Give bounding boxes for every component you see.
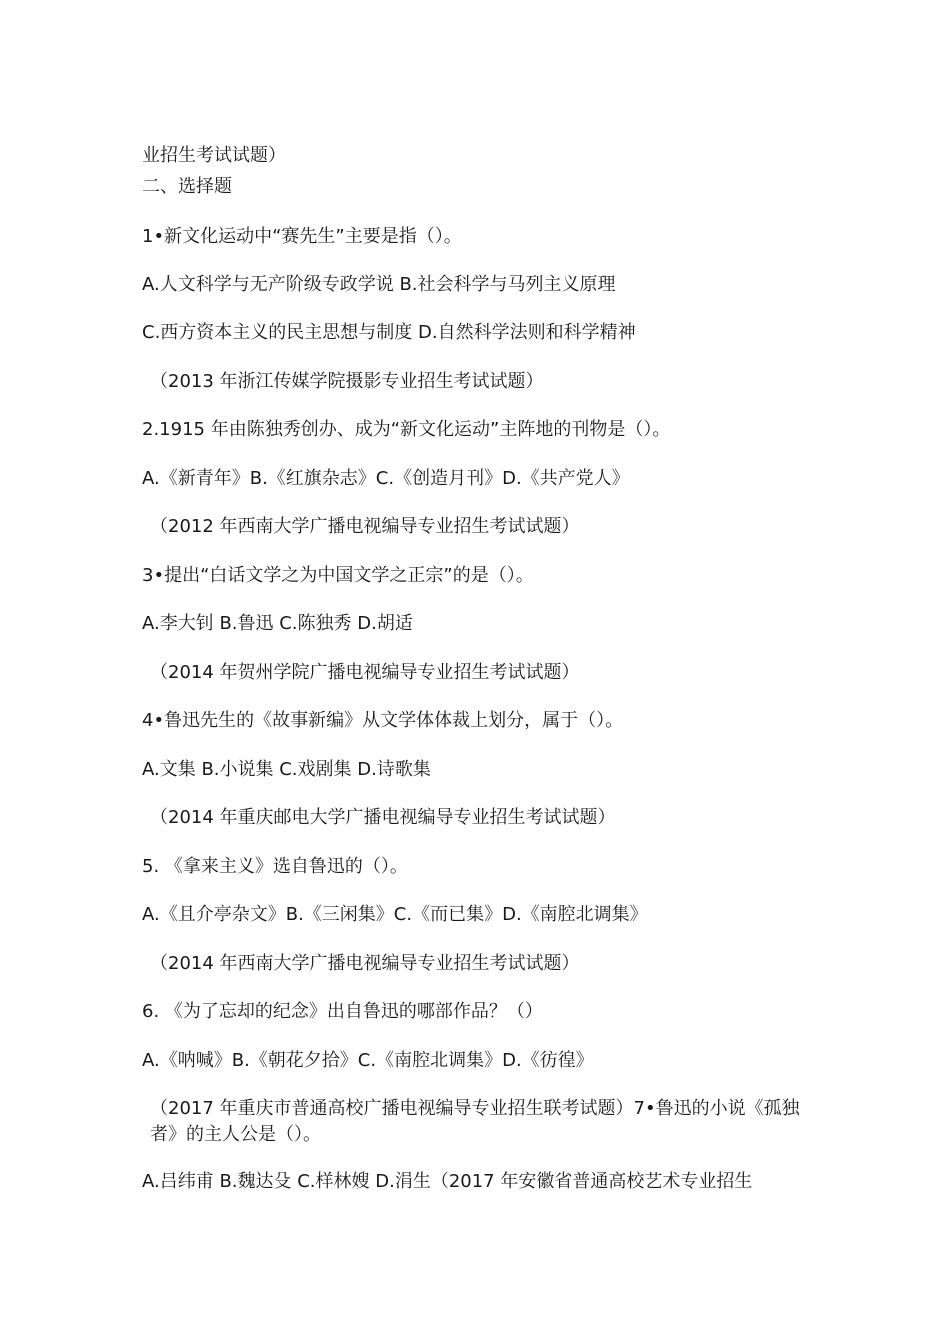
section-heading: 二、选择题	[142, 176, 232, 197]
question-1-options-c-d: C.西方资本主义的民主思想与制度 D.自然科学法则和科学精神	[142, 322, 636, 343]
question-4-options: A.文集 B.小说集 C.戏剧集 D.诗歌集	[142, 759, 431, 780]
question-3-source: （2014 年贺州学院广播电视编导专业招生考试试题）	[150, 662, 580, 683]
question-2-options: A.《新青年》B.《红旗杂志》C.《创造月刊》D.《共产党人》	[142, 468, 630, 489]
question-6-options: A.《呐喊》B.《朝花夕拾》C.《南腔北调集》D.《彷徨》	[142, 1050, 594, 1071]
question-7-options: A.吕纬甫 B.魏达殳 C.样林嫂 D.涓生（2017 年安徽省普通高校艺术专业招生	[142, 1171, 753, 1192]
question-2: 2.1915 年由陈独秀创办、成为“新文化运动”主阵地的刊物是（）。	[142, 419, 671, 440]
question-5-options: A.《且介亭杂文》B.《三闲集》C.《而已集》D.《南腔北调集》	[142, 904, 648, 925]
question-6-source-and-question-7: （2017 年重庆市普通高校广播电视编导专业招生联考试题）7•鲁迅的小说《孤独者》的主人公是（）。	[150, 1098, 800, 1145]
question-1: 1•新文化运动中“赛先生”主要是指（）。	[142, 226, 462, 247]
question-6: 6. 《为了忘却的纪念》出自鲁迅的哪部作品？（）	[142, 1001, 543, 1022]
question-4: 4•鲁迅先生的《故事新编》从文学体体裁上划分，属于（）。	[142, 710, 624, 731]
question-3: 3•提出“白话文学之为中国文学之正宗”的是（）。	[142, 565, 534, 586]
continuation-line: 业招生考试试题）	[142, 145, 286, 166]
question-1-options-a-b: A.人文科学与无产阶级专政学说 B.社会科学与马列主义原理	[142, 274, 616, 295]
question-5-source: （2014 年西南大学广播电视编导专业招生考试试题）	[150, 953, 580, 974]
question-2-source: （2012 年西南大学广播电视编导专业招生考试试题）	[150, 516, 580, 537]
question-3-options: A.李大钊 B.鲁迅 C.陈独秀 D.胡适	[142, 613, 413, 634]
question-4-source: （2014 年重庆邮电大学广播电视编导专业招生考试试题）	[150, 807, 616, 828]
question-1-source: （2013 年浙江传媒学院摄影专业招生考试试题）	[150, 371, 544, 392]
question-5: 5. 《拿来主义》选自鲁迅的（）。	[142, 856, 408, 877]
